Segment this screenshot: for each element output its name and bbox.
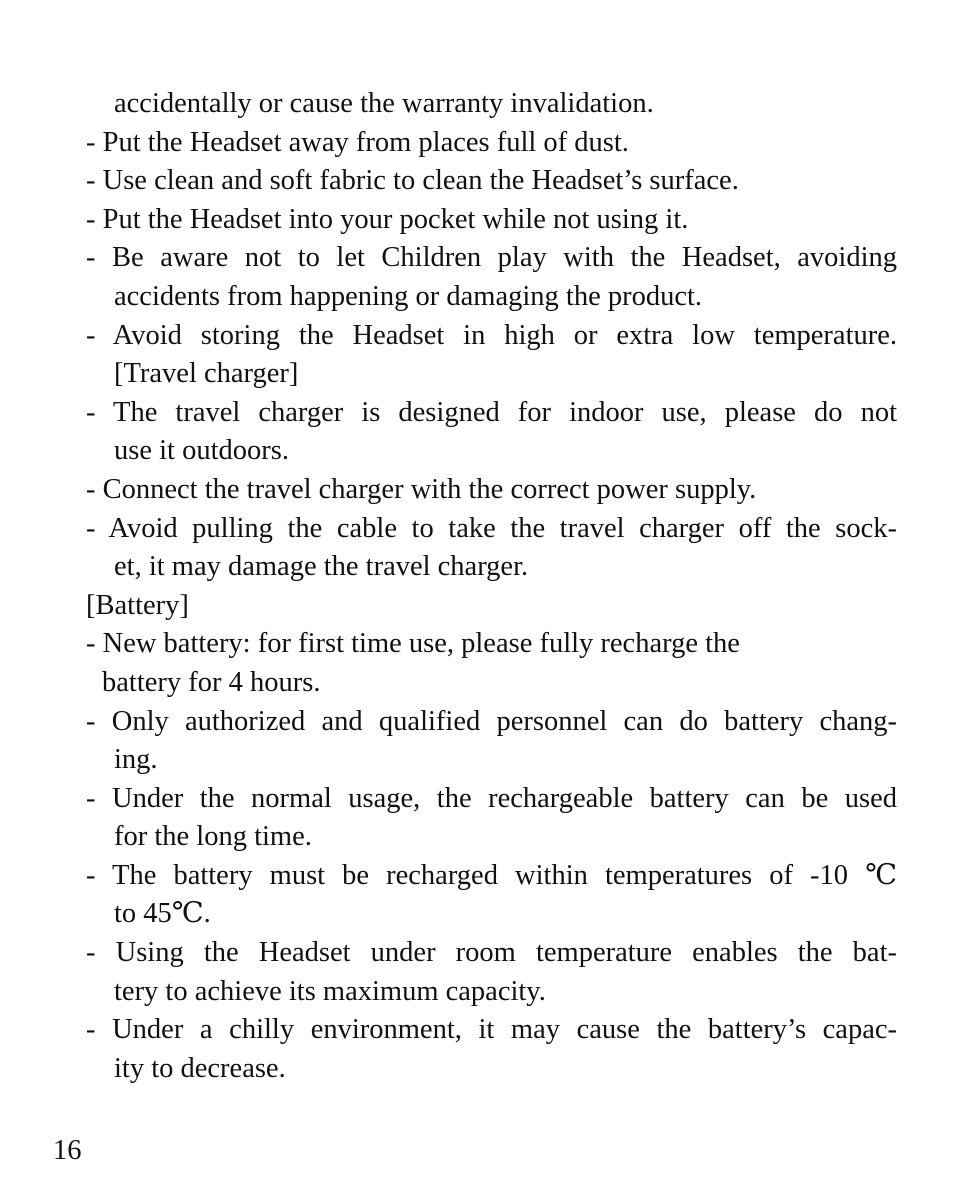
text-line: to 45℃. [114,898,211,930]
text-line: - Using the Headset under room temperature enables the bat- [86,937,897,969]
text-line: - Use clean and soft fabric to clean the Headset’s surface. [86,165,739,197]
text-line: - Connect the travel charger with the correct power supply. [86,473,757,505]
text-line: use it outdoors. [114,435,289,467]
body-text [86,85,897,1088]
text-line: - The battery must be recharged within temperatures of -10 ℃ [86,859,897,891]
text-line: - Under a chilly environment, it may cause the battery’s capac- [86,1014,897,1046]
page-number: 16 [53,1135,82,1166]
text-line: battery for 4 hours. [102,666,321,698]
text-line: - New battery: for first time use, please fully recharge the [86,628,740,660]
text-line: et, it may damage the travel charger. [114,551,529,583]
text-line: - Avoid storing the Headset in high or extra low temperature. [86,319,897,351]
text-line: for the long time. [114,821,312,853]
text-line: accidents from happening or damaging the product. [114,280,703,312]
text-line: - The travel charger is designed for indoor use, please do not [86,396,897,428]
text-line: accidentally or cause the warranty invalidation. [114,88,654,119]
text-line: ing. [114,744,158,776]
text-line: - Be aware not to let Children play with the Headset, avoiding [86,242,897,274]
text-line: - Put the Headset away from places full of dust. [86,126,629,158]
text-line: - Under the normal usage, the rechargeable battery can be used [86,782,897,814]
text-line: ity to decrease. [114,1052,286,1084]
text-line: tery to achieve its maximum capacity. [114,975,546,1007]
text-line: - Put the Headset into your pocket while not using it. [86,203,689,235]
text-line: [Travel charger] [114,358,299,390]
text-line: - Avoid pulling the cable to take the travel charger off the sock- [86,512,897,544]
text-line: [Battery] [86,589,189,621]
text-line: - Only authorized and qualified personnel can do battery chang- [86,705,897,737]
